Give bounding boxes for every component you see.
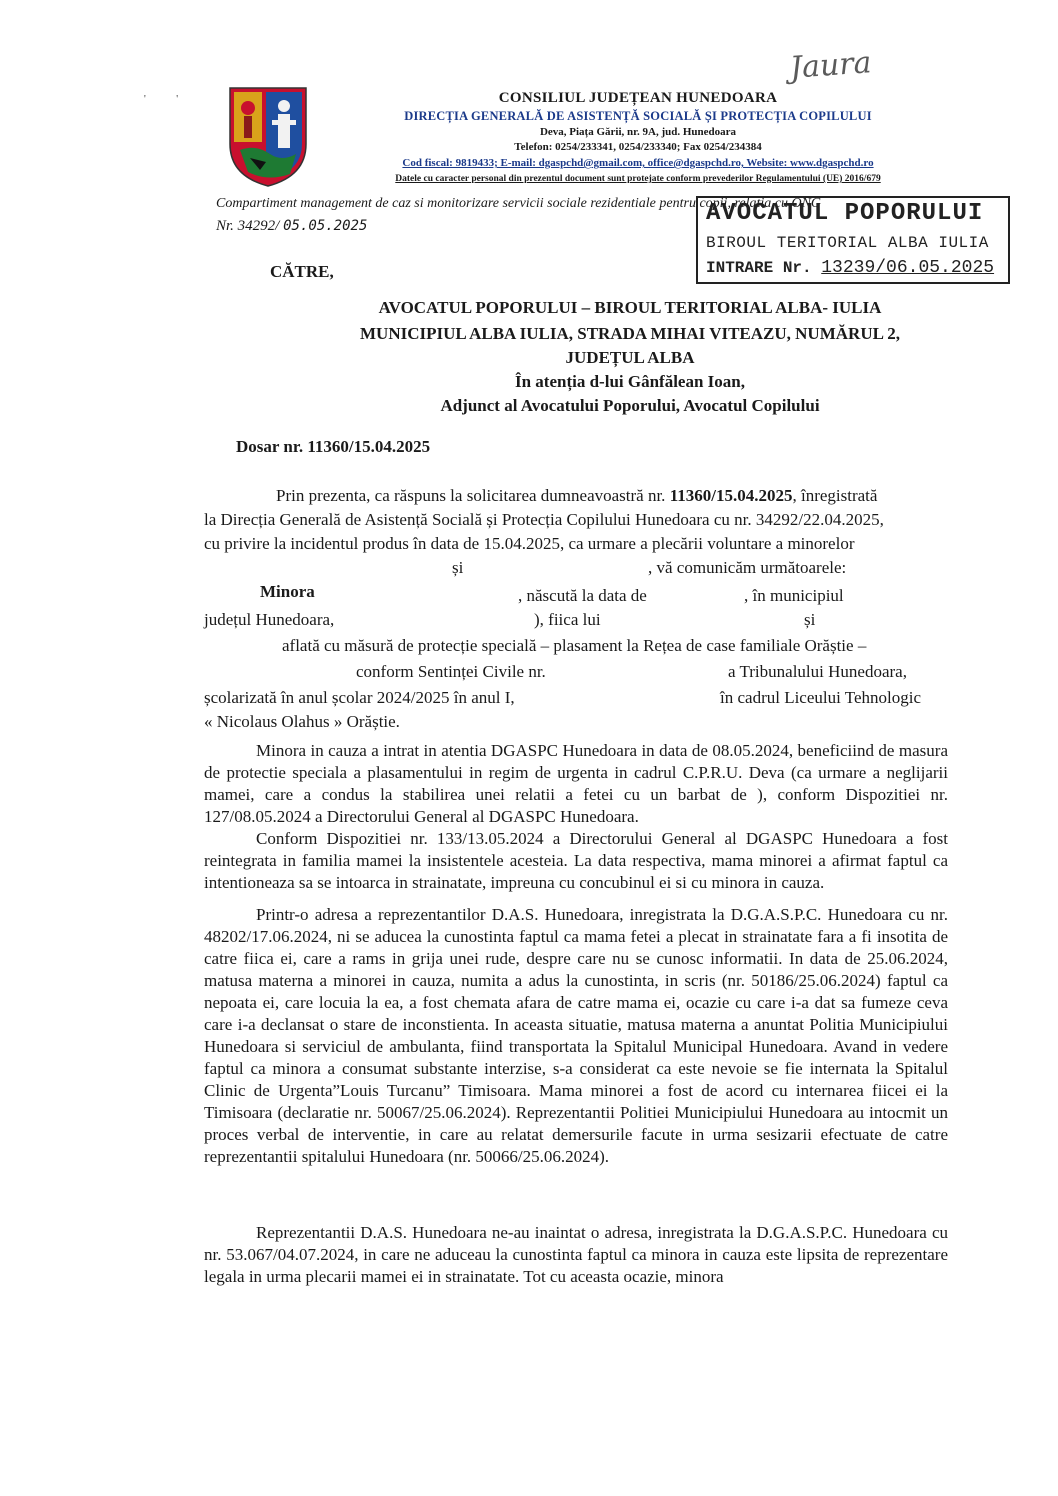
stamp-entry-value: 13239/06.05.2025 [821, 258, 995, 278]
entry-stamp [696, 196, 1010, 284]
file-number: Dosar nr. 11360/15.04.2025 [236, 437, 431, 456]
institution-phones: Telefon: 0254/233341, 0254/233340; Fax 0254/234384 [514, 141, 762, 153]
scan-specks: ' ' [144, 94, 193, 105]
civil-sentence-label: conform Sentinței Civile nr. [356, 662, 546, 681]
municipality-label: , în municipiul [744, 586, 844, 605]
registration-prefix: Nr. 34292/ [216, 218, 280, 234]
stamp-title: AVOCATUL POPORULUI [706, 200, 984, 227]
gdpr-notice: Datele cu caracter personal din prezentul document sunt protejate conform prevederilor Regulamentului (UE) 2016/679 [395, 174, 881, 184]
county-coat-of-arms-icon [226, 84, 310, 188]
protection-measure: aflată cu măsură de protecție specială – plasament la Rețea de case familiale Orăștie – [282, 636, 867, 655]
council-name: CONSILIUL JUDEȚEAN HUNEDOARA [498, 90, 778, 106]
recipient-heading: CĂTRE, [270, 262, 334, 281]
highschool-name: « Nicolaus Olahus » Orăștie. [204, 712, 400, 731]
registration-date: 05.05.2025 [283, 218, 368, 234]
handwritten-signature: Jaura [788, 45, 873, 86]
and-label: și [804, 610, 816, 629]
recipient-line-1: AVOCATUL POPORULUI – BIROUL TERITORIAL ALBA- IULIA [378, 298, 882, 317]
highschool-label: în cadrul Liceului Tehnologic [720, 688, 922, 707]
p1-text-end: , înregistrată [792, 486, 878, 505]
paragraph-1: Minora in cauza a intrat in atentia DGASPC Hunedoara in data de 08.05.2024, beneficiind de masura de protectie speciala a plasamentului in regim de urgenta in cadrul C.P.R.U. Deva (ca urmare a neglijarii mamei, care a condus la stabilirea unei relatii a fetei cu un barbat de ), conform Dispozitiei nr. 127/08.05.2024 a Directorului General al DGASPC Hunedoara. [204, 741, 948, 826]
p1-text: Prin prezenta, ca răspuns la solicitarea dumneavoastră nr. [276, 486, 670, 505]
attention-line-2: Adjunct al Avocatului Poporului, Avocatul Copilului [440, 396, 820, 415]
stamp-entry [706, 258, 994, 278]
institution-address: Deva, Piața Gării, nr. 9A, jud. Hunedoara [539, 126, 737, 138]
stamp-office: BIROUL TERITORIAL ALBA IULIA [706, 234, 989, 252]
recipient-line-2: MUNICIPIUL ALBA IULIA, STRADA MIHAI VITEAZU, NUMĂRUL 2, [360, 324, 900, 343]
directorate-name: DIRECȚIA GENERALĂ DE ASISTENȚĂ SOCIALĂ ȘI PROTECȚIA COPILULUI [404, 109, 872, 123]
compartment-line: Compartiment management de caz si monitorizare servicii sociale rezidentiale pentru copii, relatia cu ONG [216, 196, 822, 211]
p1-line-2: la Direcția Generală de Asistență Socială și Protecția Copilului Hunedoara cu nr. 34292/22.04.2025, [204, 510, 884, 529]
paragraph-2: Conform Dispozitiei nr. 133/13.05.2024 a Directorului General al DGASPC Hunedoara a fost reintegrata in familia mamei la insistentele acesteia. La data respectiva, mama minorei a afirmat faptul ca intentioneaza sa se intoarca in strainatate, impreuna cu concubinul ei si cu minora in cauza. [204, 829, 948, 892]
p1-line-1 [276, 486, 877, 506]
county-label: județul Hunedoara, [204, 610, 335, 629]
birth-date-label: , născută la data de [518, 586, 647, 605]
stamp-entry-prefix: INTRARE Nr. [706, 259, 812, 277]
p1-conjunction: și [452, 558, 464, 577]
p1-line-3: cu privire la incidentul produs în data de 15.04.2025, ca urmare a plecării voluntare a minorelor [204, 534, 855, 553]
institution-contact: Cod fiscal: 9819433; E-mail: dgaspchd@gmail.com, office@dgaspchd.ro, Website: www.dgaspchd.ro [402, 157, 874, 169]
tribunal-label: a Tribunalului Hunedoara, [728, 662, 907, 681]
paragraph-3: Printr-o adresa a reprezentantilor D.A.S. Hunedoara, inregistrata la D.G.A.S.P.C. Hunedoara cu nr. 48202/17.06.2024, ni se aducea la cunostinta faptul ca mama fetei a plecat in strainatate fara a fi insotita de catre fiica ei, care a rams in grija unei rude, despre care nu se cunosc informatii. In data de 25.06.2024, matusa materna a minorei in cauza, numita a adus la cunostinta, in scris (nr. 50186/25.06.2024) faptul ca nepoata ei, care locuia la ea, a fost chemata afara de catre mama ei, ocazie cu care i-a dat sa fumeze ceva care i-a declansat o stare de inconstienta. In aceasta situatie, matusa materna a anuntat Politia Municipiului Hunedoara si serviciul de ambulanta, fiind transportata la Spitalul Municipal Hunedoara. Avand in vedere faptul ca minora a consumat substante interzise, s-a considerat ca este nevoie se fie internata la Spitalul Clinic de Urgenta”Louis Turcanu” Timisoara. Mama minorei a fost de acord cu internarea fiicei ei la Timisoara (declaratie nr. 50067/25.06.2024). Reprezentantii Politiei Municipiului Hunedoara au intocmit un proces verbal de interventie, in care au relatat demersurile facute in urma sesizarii efectuate de catre reprezentantii spitalului Hunedoara (nr. 50066/25.06.2024). [204, 905, 948, 1166]
minor-label: Minora [260, 582, 315, 601]
registration-number [216, 218, 367, 235]
p1-line-4: , vă comunicăm următoarele: [648, 558, 847, 577]
recipient-line-3: JUDEȚUL ALBA [565, 348, 695, 367]
attention-line-1: În atenția d-lui Gânfălean Ioan, [514, 372, 745, 391]
daughter-of-label: ), fiica lui [534, 610, 601, 629]
p1-request-number: 11360/15.04.2025 [669, 486, 793, 505]
paragraph-4: Reprezentantii D.A.S. Hunedoara ne-au inaintat o adresa, inregistrata la D.G.A.S.P.C. Hunedoara cu nr. 53.067/04.07.2024, in care ne aduceau la cunostinta faptul ca minora in cauza este lipsita de reprezentare legala in urma plecarii mamei ei in strainatate. Tot cu aceasta ocazie, minora [204, 1223, 948, 1286]
schooling-label: școlarizată în anul școlar 2024/2025 în anul I, [204, 688, 515, 707]
